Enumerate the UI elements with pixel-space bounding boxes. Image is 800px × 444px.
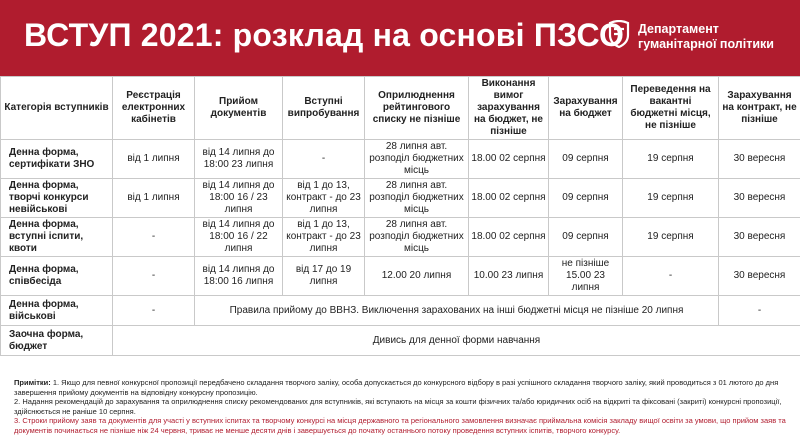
cell-contract: 30 вересня (719, 218, 800, 257)
column-header: Оприлюднення рейтингового списку не пізніше (365, 77, 469, 140)
cell-contract: - (719, 296, 800, 326)
cell-ranking: 28 липня авт. розподіл бюджетних місць (365, 218, 469, 257)
org-logo (608, 20, 788, 60)
cell-contract: 30 вересня (719, 140, 800, 179)
cell-contract: 30 вересня (719, 179, 800, 218)
footnotes (14, 378, 790, 435)
table-row (1, 218, 800, 257)
column-header: Зарахування на контракт, не пізніше (719, 77, 800, 140)
cell-registration: - (113, 257, 195, 296)
cell-transfer: 19 серпня (623, 140, 719, 179)
cell-merged-rules: Правила прийому до ВВНЗ. Виключення зарахованих на інші бюджетні місця не пізніше 20 липня (195, 296, 719, 326)
column-header: Прийом документів (195, 77, 283, 140)
cell-ranking: 28 липня авт. розподіл бюджетних місць (365, 179, 469, 218)
page-title: ВСТУП 2021: розклад на основі ПЗСО (24, 17, 625, 53)
cell-budget: не пізніше 15.00 23 липня (549, 257, 623, 296)
cell-exams: - (283, 140, 365, 179)
org-name-line1: Департамент (638, 22, 719, 36)
cell-exams: від 1 до 13, контракт - до 23 липня (283, 179, 365, 218)
schedule-table-wrap (0, 76, 800, 370)
schedule-table (0, 76, 800, 356)
cell-transfer: 19 серпня (623, 218, 719, 257)
cell-budget: 09 серпня (549, 140, 623, 179)
cell-ranking: 28 липня авт. розподіл бюджетних місць (365, 140, 469, 179)
table-row (1, 179, 800, 218)
column-header: Зарахування на бюджет (549, 77, 623, 140)
row-category: Денна форма, вступні іспити, квоти (1, 218, 113, 257)
table-row-military (1, 296, 800, 326)
header-banner (0, 0, 800, 76)
table-header-row (1, 77, 800, 140)
cell-requirements: 18.00 02 серпня (469, 179, 549, 218)
cell-ranking: 12.00 20 липня (365, 257, 469, 296)
footnote-2: 2. Надання рекомендацій до зарахування та оприлюднення списку рекомендованих для вступників, які вступають на місця за кошти фізичних та/або юридичних осіб на відкриті та фіксовані (закриті) конкурсні пропозиції, здійснюється не раніше 10 серпня. (14, 397, 782, 416)
cell-requirements: 18.00 02 серпня (469, 218, 549, 257)
footnote-1-text: 1. Якщо для певної конкурсної пропозиції передбачено складання творчого заліку, особа допускається до конкурсного відбору в разі успішного складання творчого заліку, який проводиться з 01 лютого до дня завершення прийому документів на відповідну конкурсну пропозицію. (14, 378, 779, 397)
cell-registration: - (113, 296, 195, 326)
cell-registration: від 1 липня (113, 140, 195, 179)
column-header: Реєстрація електронних кабінетів (113, 77, 195, 140)
footnote-1 (14, 378, 790, 397)
cell-transfer: 19 серпня (623, 179, 719, 218)
column-header: Вступні випробування (283, 77, 365, 140)
footnote-3: 3. Строки прийому заяв та документів для участі у вступних іспитах та творчому конкурсі на місця державного та регіонального замовлення визначає приймальна комісія закладу вищої освіти за умови, що прийом заяв та документів починається не пізніше ніж 24 червня, триває не менше десяти днів і завершується до початку останнього потоку проведення вступних іспитів, творчого конкурсу. (14, 416, 786, 435)
cell-registration: - (113, 218, 195, 257)
row-category: Денна форма, співбесіда (1, 257, 113, 296)
cell-contract: 30 вересня (719, 257, 800, 296)
cell-documents: від 14 липня до 18:00 16 / 23 липня (195, 179, 283, 218)
cell-transfer: - (623, 257, 719, 296)
column-header: Категорія вступників (1, 77, 113, 140)
footnotes-label: Примітки: (14, 378, 51, 387)
org-name (638, 22, 774, 52)
cell-documents: від 14 липня до 18:00 16 / 22 липня (195, 218, 283, 257)
cell-documents: від 14 липня до 18:00 23 липня (195, 140, 283, 179)
column-header: Виконання вимог зарахування на бюджет, не пізніше (469, 77, 549, 140)
cell-budget: 09 серпня (549, 218, 623, 257)
cell-exams: від 1 до 13, контракт - до 23 липня (283, 218, 365, 257)
row-category: Денна форма, творчі конкурси невійськові (1, 179, 113, 218)
cell-merged-see-full-time: Дивись для денної форми навчання (113, 326, 800, 356)
row-category: Заочна форма, бюджет (1, 326, 113, 356)
cell-documents: від 14 липня до 18:00 16 липня (195, 257, 283, 296)
table-row-extramural (1, 326, 800, 356)
cell-exams: від 17 до 19 липня (283, 257, 365, 296)
cell-requirements: 10.00 23 липня (469, 257, 549, 296)
table-row (1, 140, 800, 179)
row-category: Денна форма, військові (1, 296, 113, 326)
cell-budget: 09 серпня (549, 179, 623, 218)
column-header: Переведення на вакантні бюджетні місця, не пізніше (623, 77, 719, 140)
cell-registration: від 1 липня (113, 179, 195, 218)
cell-requirements: 18.00 02 серпня (469, 140, 549, 179)
table-row (1, 257, 800, 296)
shield-icon (608, 20, 630, 48)
row-category: Денна форма, сертифікати ЗНО (1, 140, 113, 179)
org-name-line2: гуманітарної політики (638, 37, 774, 51)
